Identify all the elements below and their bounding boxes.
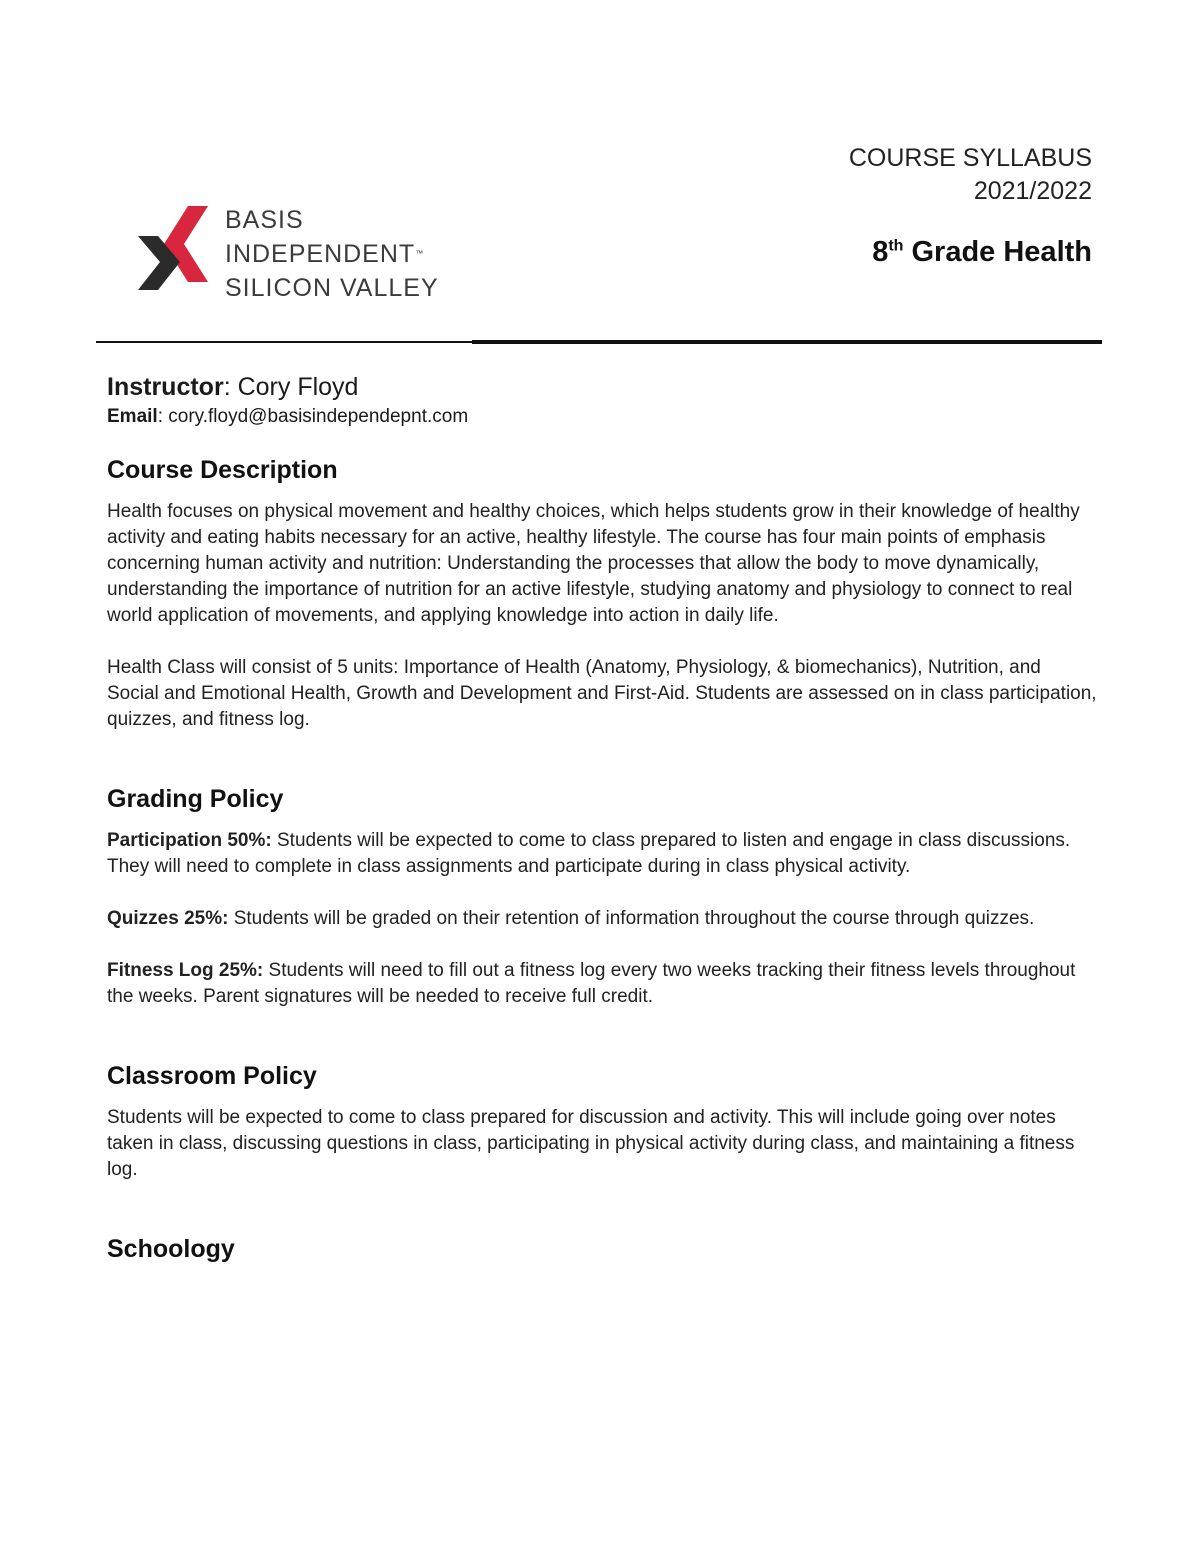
classroom-policy-section xyxy=(107,1062,1097,1183)
chevron-logo-icon xyxy=(136,206,212,292)
logo-line-basis: BASIS xyxy=(225,206,304,234)
classroom-policy-heading: Classroom Policy xyxy=(107,1062,317,1090)
schoology-section xyxy=(107,1235,1097,1264)
grading-item-participation: Participation 50%: Students will be expected to come to class prepared to listen and engage in class discussions. They will need to complete in class assignments and participate during in class physical activity. xyxy=(107,830,1071,877)
course-description-section xyxy=(107,456,1097,733)
instructor-label: Instructor xyxy=(107,373,224,401)
grading-policy-heading: Grading Policy xyxy=(107,785,284,813)
schoology-heading: Schoology xyxy=(107,1235,235,1263)
school-year: 2021/2022 xyxy=(973,177,1092,205)
school-logo xyxy=(136,203,456,302)
trademark-symbol: ™ xyxy=(415,249,424,258)
course-description-heading: Course Description xyxy=(107,456,338,484)
instructor-name: Cory Floyd xyxy=(237,373,359,401)
grading-item-quizzes: Quizzes 25%: Students will be graded on their retention of information throughout the course through quizzes. xyxy=(107,908,1035,929)
course-description-paragraph-2: Health Class will consist of 5 units: Importance of Health (Anatomy, Physiology, & biomechanics), Nutrition, and Social and Emotional Health, Growth and Development and First-Aid. Students are assessed on in class participation, quizzes, and fitness log. xyxy=(107,657,1097,730)
syllabus-header xyxy=(849,142,1092,269)
course-description-paragraph-1: Health focuses on physical movement and healthy choices, which helps students grow in their knowledge of healthy activity and eating habits necessary for an active, healthy lifestyle. The course has four main points of emphasis concerning human activity and nutrition: Understanding the processes that allow the body to move dynamically, understanding the importance of nutrition for an active lifestyle, studying anatomy and physiology to connect to real world application of movements, and applying knowledge into action in daily life. xyxy=(107,501,1080,626)
grading-policy-section xyxy=(107,785,1097,1010)
header-divider-thick xyxy=(472,340,1102,344)
email-address: cory.floyd@basisindependepnt.com xyxy=(168,406,469,427)
logo-line-silicon-valley: SILICON VALLEY xyxy=(225,274,439,302)
document-type: COURSE SYLLABUS xyxy=(848,144,1092,172)
grading-item-fitness-log: Fitness Log 25%: Students will need to fill out a fitness log every two weeks tracking their fitness levels throughout the weeks. Parent signatures will be needed to receive full credit. xyxy=(107,960,1076,1007)
syllabus-body xyxy=(107,370,1097,1264)
logo-line-independent: INDEPENDENT™ xyxy=(225,240,424,268)
email-label: Email xyxy=(107,406,158,427)
instructor-line: Instructor: Cory Floyd xyxy=(107,373,359,401)
email-line: Email: cory.floyd@basisindependepnt.com xyxy=(107,406,469,427)
course-title: 8th Grade Health xyxy=(872,236,1092,268)
header-divider-thin xyxy=(96,341,476,343)
logo-wordmark xyxy=(225,203,439,305)
classroom-policy-text: Students will be expected to come to class prepared for discussion and activity. This will include going over notes taken in class, discussing questions in class, participating in physical activity during class, and maintaining a fitness log. xyxy=(107,1107,1075,1180)
